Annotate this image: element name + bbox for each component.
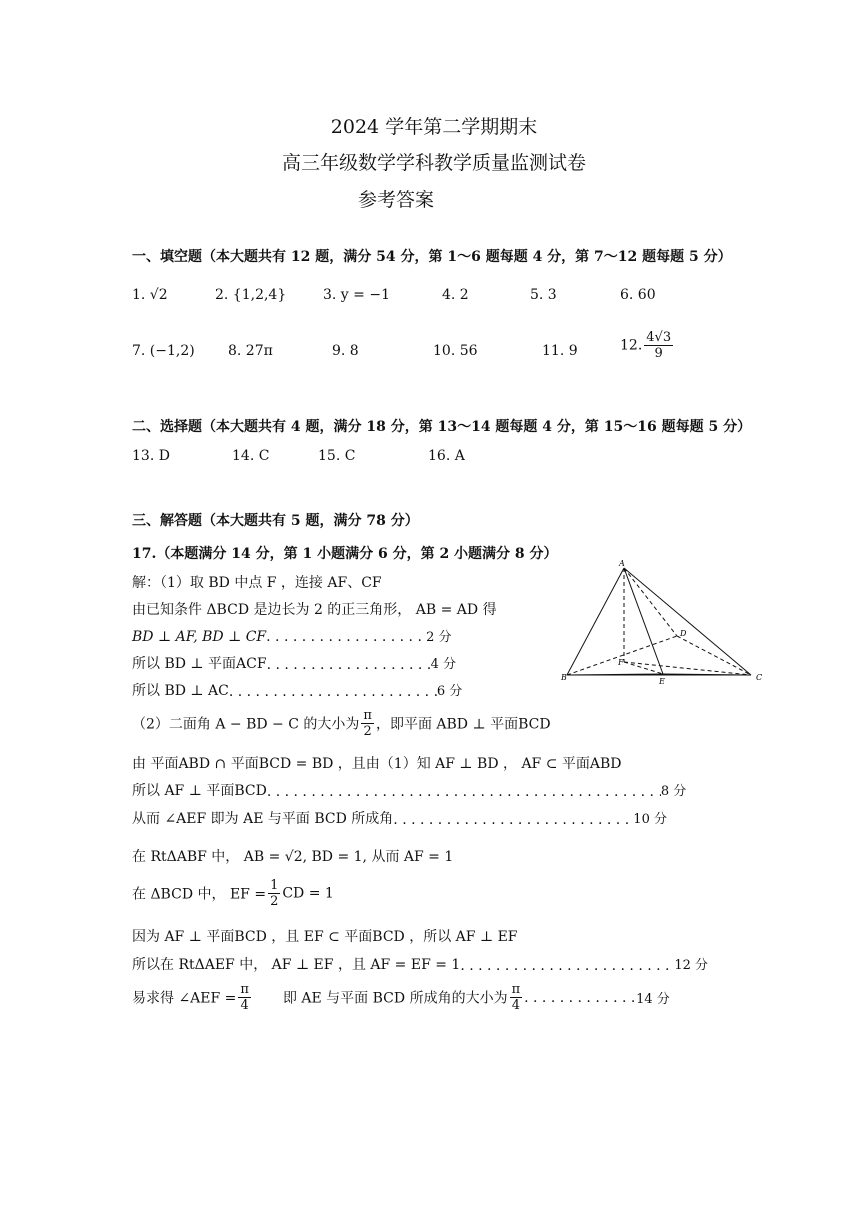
title-line-1: 2024 学年第二学期期末 [330, 116, 538, 138]
q17-line-5: 所以 BD ⊥ AC. . . 6 分 [132, 680, 462, 700]
answer-6: 6. 60 [620, 287, 656, 303]
answer-16: 16. A [428, 448, 465, 464]
edge-ad [624, 568, 677, 636]
q17-line-13: 所以在 RtΔAEF 中， AF ⊥ EF ，且 AF = EF = 1. . . 12 分 [132, 954, 708, 974]
answer-12: 12. $\frac{4√3}{9}$ [620, 330, 672, 361]
title-line-2: 高三年级数学学科教学质量监测试卷 [281, 152, 586, 174]
answer-14: 14. C [232, 448, 270, 464]
q17-line-14: 易求得 ∠AEF = $\frac{\pi}{4}$ 即 AE 与平面 BCD 所成角的大小为 $\frac{\pi}{4}$ . . . 14 分 [132, 982, 670, 1013]
q17-line-4: 所以 BD ⊥ 平面ACF. . . 4 分 [132, 653, 456, 673]
answer-4: 4. 2 [442, 287, 469, 303]
q17-line-12: 因为 AF ⊥ 平面BCD ，且 EF ⊂ 平面BCD ，所以 AF ⊥ EF [132, 929, 518, 945]
q17-line-10: 在 RtΔABF 中， AB = √2, BD = 1, 从而 AF = 1 [132, 849, 454, 865]
section-2-heading: 二、选择题（本大题共有 4 题，满分 18 分，第 13～14 题每题 4 分，第 15～16 题每题 5 分） [132, 419, 752, 435]
vertex-label-d: D [680, 629, 687, 638]
title-line-3: 参考答案 [357, 189, 434, 211]
q17-line-1: 解：（1）取 BD 中点 F ，连接 AF、CF [132, 575, 382, 591]
answer-10: 10. 56 [433, 343, 478, 359]
q17-line-6: （2）二面角 A − BD − C 的大小为 $\frac{\pi}{2}$ ，即平面 ABD ⊥ 平面BCD [132, 708, 551, 739]
q17-line-2: 由已知条件 ΔBCD 是边长为 2 的正三角形， AB = AD 得 [132, 602, 497, 618]
vertex-label-f: F [618, 658, 624, 667]
vertex-label-c: C [756, 673, 763, 682]
section-3-heading: 三、解答题（本大题共有 5 题，满分 78 分） [132, 513, 419, 529]
answer-15: 15. C [318, 448, 356, 464]
answer-9: 9. 8 [332, 343, 359, 359]
q17-line-3: BD ⊥ AF, BD ⊥ CF. . . 2 分 [132, 626, 452, 645]
answer-8: 8. 27π [228, 343, 273, 359]
edge-fe [624, 662, 663, 674]
section-1-heading: 一、填空题（本大题共有 12 题，满分 54 分，第 1～6 题每题 4 分，第 7～12 题每题 5 分） [132, 249, 732, 265]
q17-line-11: 在 ΔBCD 中， EF = $\frac{1}{2}$ CD = 1 [132, 878, 334, 909]
question-17-heading: 17.（本题满分 14 分，第 1 小题满分 6 分，第 2 小题满分 8 分） [132, 546, 558, 562]
edge-dc [677, 636, 751, 675]
answer-12-fraction: $\frac{4√3}{9}$ [646, 330, 672, 361]
answer-11: 11. 9 [542, 343, 578, 359]
q17-line-8: 所以 AF ⊥ 平面BCD. . . 8 分 [132, 780, 686, 800]
tetrahedron-figure [555, 558, 775, 688]
answer-5: 5. 3 [530, 287, 557, 303]
answer-13: 13. D [132, 448, 170, 464]
answer-2: 2. {1,2,4} [215, 287, 287, 303]
edge-ab [567, 568, 624, 675]
vertex-label-a: A [619, 559, 625, 568]
edge-bd [567, 636, 677, 675]
vertex-label-e: E [659, 677, 665, 686]
answer-1: 1. √2 [132, 287, 168, 303]
vertex-label-b: B [561, 673, 567, 682]
q17-line-7: 由 平面ABD ∩ 平面BCD = BD ，且由（1）知 AF ⊥ BD ， AF ⊂ 平面ABD [132, 756, 622, 772]
edge-ac [624, 568, 751, 675]
q17-line-9: 从而 ∠AEF 即为 AE 与平面 BCD 所成角. . . 10 分 [132, 808, 667, 828]
edge-fc [624, 662, 751, 675]
answer-3: 3. y = −1 [323, 287, 390, 303]
answer-7: 7. (−1,2) [132, 343, 195, 359]
